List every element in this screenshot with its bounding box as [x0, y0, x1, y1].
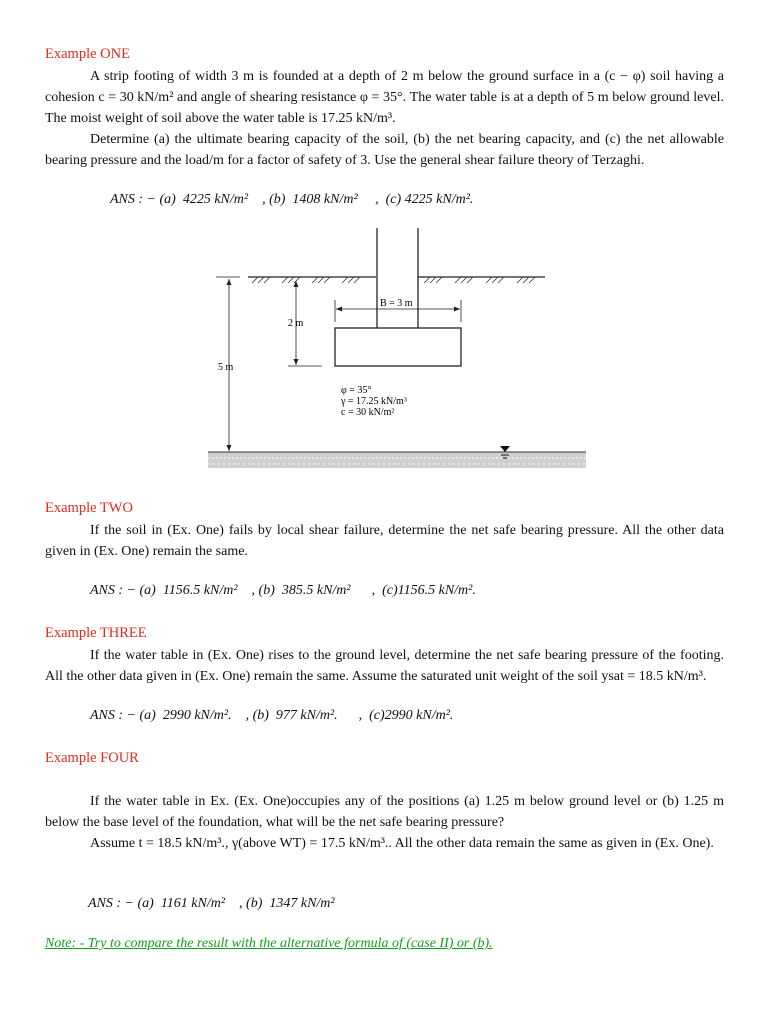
example-three-statement: If the water table in (Ex. One) rises to the ground level, determine the net safe bearing pressure of the footing. All the other data given in (Ex. One) remain the same. Assume the saturated unit weight of the soil ysat = 18.5 kN/m³.: [45, 648, 724, 684]
example-three-answer: ANS : − (a) 2990 kN/m². , (b) 977 kN/m². , (c)2990 kN/m².: [90, 708, 454, 723]
phi-label: φ = 35°: [341, 385, 372, 396]
water-table-marker-icon: [500, 446, 510, 452]
example-two-title: Example TWO: [45, 500, 133, 516]
example-four-assumption: [45, 833, 724, 854]
depth-label: 2 m: [288, 318, 304, 329]
example-two-problem: [45, 520, 724, 562]
example-one-task-text: Determine (a) the ultimate bearing capacity of the soil, (b) the net bearing capacity, and (c) the net allowable bearing pressure and the load/m for a factor of safety of 3. Use the general shear failure theory of Terzaghi.: [45, 132, 724, 168]
example-one-answer: ANS : − (a) 4225 kN/m² , (b) 1408 kN/m² , (c) 4225 kN/m².: [110, 192, 474, 207]
ground-hatching: [252, 277, 535, 283]
example-three-problem: [45, 645, 724, 687]
footing-base: [335, 328, 461, 366]
note-text: Note: - Try to compare the result with the alternative formula of (case II) or (b).: [45, 936, 493, 951]
water-table-depth-label: 5 m: [218, 362, 234, 373]
example-four-problem: [45, 791, 724, 833]
example-four-answer: ANS : − (a) 1161 kN/m² , (b) 1347 kN/m²: [88, 896, 335, 911]
cohesion-label: c = 30 kN/m²: [341, 407, 395, 418]
water-table-band: [208, 452, 586, 468]
gamma-label: γ = 17.25 kN/m³: [341, 396, 407, 407]
example-four-assumption-text: Assume t = 18.5 kN/m³., γ(above WT) = 17.5 kN/m³.. All the other data remain the same as given in (Ex. One).: [90, 836, 714, 851]
example-one-title: Example ONE: [45, 46, 130, 62]
example-one-statement: A strip footing of width 3 m is founded at a depth of 2 m below the ground surface in a (c − φ) soil having a cohesion c = 30 kN/m² and angle of shearing resistance φ = 35°. The water table is at a depth of 5 m below ground level. The moist weight of soil above the water table is 17.25 kN/m³.: [45, 69, 724, 126]
example-four-title: Example FOUR: [45, 750, 139, 766]
width-label: B = 3 m: [380, 298, 413, 309]
example-two-answer: ANS : − (a) 1156.5 kN/m² , (b) 385.5 kN/m² , (c)1156.5 kN/m².: [90, 583, 476, 598]
example-two-statement: If the soil in (Ex. One) fails by local shear failure, determine the net safe bearing pressure. All the other data given in (Ex. One) remain the same.: [45, 523, 724, 559]
example-four-statement: If the water table in Ex. (Ex. One)occupies any of the positions (a) 1.25 m below ground level or (b) 1.25 m below the base level of the foundation, what will be the net safe bearing pressure?: [45, 794, 724, 830]
example-three-title: Example THREE: [45, 625, 147, 641]
